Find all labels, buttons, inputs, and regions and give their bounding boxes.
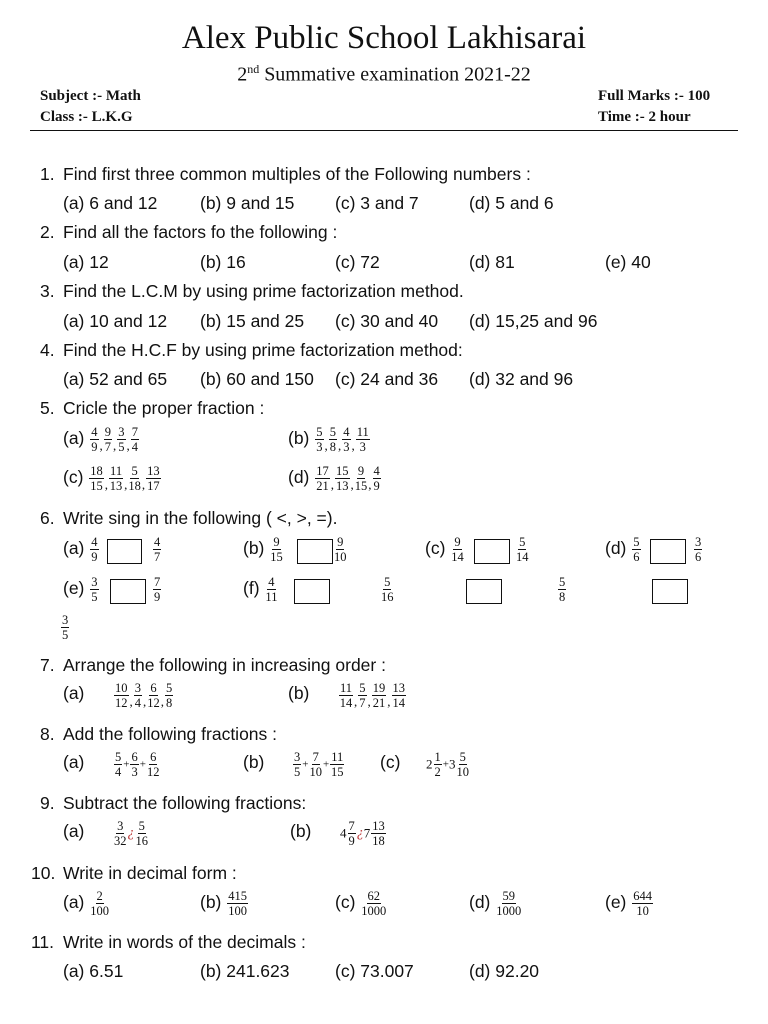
fraction: $\frac{11}{15}$ (330, 750, 344, 779)
question-4: 4. Find the H.C.F by using prime factorization method: (40, 340, 463, 360)
fraction: $\frac{5}{16}$ (381, 575, 394, 604)
question-7: 7. Arrange the following in increasing order : (40, 655, 386, 675)
option-decimal: (e) $\frac{644}{10}$ (605, 889, 653, 918)
question-5: 5. Cricle the proper fraction : (40, 398, 265, 418)
option-fractions: (b) (288, 683, 310, 703)
fraction: $\frac{15}{13}$ (336, 464, 349, 493)
fraction: $\frac{5}{6}$ (633, 535, 640, 564)
fraction: $\frac{13}{17}$ (147, 464, 160, 493)
subject-label: Subject :- Math (40, 88, 141, 104)
option-sum: (c) (380, 752, 401, 772)
full-marks-label: Full Marks :- 100 (598, 88, 711, 104)
fraction: $\frac{3}{5}$ (118, 425, 125, 454)
question-2: 2. Find all the factors fo the following : (40, 222, 338, 242)
time-label: Time :- 2 hour (598, 109, 691, 125)
option: (a) 6 and 12 (63, 193, 158, 213)
fraction: $\frac{3}{5}$ (91, 575, 98, 604)
answer-box[interactable] (466, 579, 502, 604)
option-sum: (a) (63, 752, 85, 772)
option-difference: (b) (290, 821, 312, 841)
fraction: $\frac{5}{10}$ (456, 750, 469, 779)
fraction: $\frac{7}{4}$ (131, 425, 139, 454)
fraction: $\frac{9}{15}$ (270, 535, 283, 564)
option: (d) 15,25 and 96 (469, 311, 598, 331)
option: (b) 9 and 15 (200, 193, 295, 213)
fraction: $\frac{5}{14}$ (516, 535, 529, 564)
question-9: 9. Subtract the following fractions: (40, 793, 307, 813)
header-divider (30, 130, 738, 131)
answer-box[interactable] (110, 579, 146, 604)
fraction: $\frac{5}{3}$ (316, 425, 323, 454)
option-compare: (a) $\frac{4}{9}$ (63, 535, 98, 564)
fraction: $\frac{415}{100}$ (228, 889, 248, 918)
option: (c) 3 and 7 (335, 193, 419, 213)
fraction: $\frac{4}{7}$ (154, 535, 161, 564)
fraction: $\frac{7}{9}$ (154, 575, 161, 604)
option: (d) 81 (469, 252, 515, 272)
option-compare: (c) $\frac{9}{14}$ (425, 535, 464, 564)
fraction-list: $\frac{10}{12}$ $_,$ $\frac{3}{4}$ $_,$ $\frac{6}{12}$ $_,$ $\frac{5}{8}$ (115, 681, 173, 710)
option: (b) 16 (200, 252, 246, 272)
fraction-difference: $\frac{3}{32}$ ¿ $\frac{5}{16}$ (114, 819, 148, 848)
fraction: $\frac{4}{9}$ (91, 535, 98, 564)
fraction: $\frac{5}{8}$ (166, 681, 173, 710)
fraction: $\frac{6}{3}$ (131, 750, 138, 779)
option: (a) 12 (63, 252, 109, 272)
option: (d) 92.20 (469, 961, 540, 981)
fraction-sum: $\frac{5}{4}$ + $\frac{6}{3}$ + $\frac{6}{12}$ (115, 750, 160, 779)
question-3: 3. Find the L.C.M by using prime factorization method. (40, 281, 464, 301)
option: (c) 30 and 40 (335, 311, 439, 331)
answer-box[interactable] (652, 579, 688, 604)
mixed-sum: 2 $\frac{1}{2}$ +3 $\frac{5}{10}$ (426, 750, 469, 779)
fraction: $\frac{9}{7}$ (104, 425, 112, 454)
fraction: $\frac{59}{1000}$ (496, 889, 522, 918)
fraction: $\frac{5}{18}$ (128, 464, 141, 493)
fraction: $\frac{11}{14}$ (339, 681, 353, 710)
fraction: $\frac{3}{6}$ (695, 535, 702, 564)
option-sum: (b) (243, 752, 265, 772)
option-decimal: (c) $\frac{62}{1000}$ (335, 889, 387, 918)
question-8: 8. Add the following fractions : (40, 724, 278, 744)
fraction: $\frac{3}{32}$ (114, 819, 127, 848)
fraction: $\frac{13}{18}$ (372, 819, 385, 848)
fraction: $\frac{10}{12}$ (115, 681, 128, 710)
fraction: $\frac{9}{15}$ (354, 464, 368, 493)
school-name: Alex Public School Lakhisarai (181, 20, 587, 56)
option: (c) 73.007 (335, 961, 414, 981)
option: (a) 52 and 65 (63, 369, 168, 389)
fraction: $\frac{5}{7}$ (359, 681, 366, 710)
class-label: Class :- L.K.G (40, 109, 133, 125)
fraction: $\frac{5}{8}$ (329, 425, 337, 454)
fraction: $\frac{1}{2}$ (434, 750, 441, 779)
exam-title: 2nd Summative examination 2021-22 (237, 62, 531, 86)
option-decimal: (b) $\frac{415}{100}$ (200, 889, 248, 918)
option-compare: (d) $\frac{5}{6}$ (605, 535, 640, 564)
question-1: 1. Find first three common multiples of the Following numbers : (40, 164, 531, 184)
option-difference: (a) (63, 821, 85, 841)
option-fractions: (b) $\frac{5}{3}$ $_,$ $\frac{5}{8}$ $_,$ $\frac{4}{3}$ $_,$ $\frac{11}{3}$ (288, 425, 369, 454)
answer-box[interactable] (650, 539, 686, 564)
fraction: $\frac{17}{21}$ (316, 464, 329, 493)
fraction: $\frac{9}{14}$ (451, 535, 464, 564)
option-fractions: (a) $\frac{4}{9}$ $_,$ $\frac{9}{7}$ $_,$ $\frac{3}{5}$ $_,$ $\frac{7}{4}$ (63, 425, 139, 454)
option: (c) 24 and 36 (335, 369, 439, 389)
answer-box[interactable] (474, 539, 510, 564)
fraction: $\frac{7}{9}$ (348, 819, 355, 848)
fraction: $\frac{19}{21}$ (372, 681, 386, 710)
question-11: 11. Write in words of the decimals : (31, 932, 306, 952)
fraction: $\frac{5}{4}$ (115, 750, 122, 779)
mixed-difference: 4 $\frac{7}{9}$ ¿7 $\frac{13}{18}$ (340, 819, 385, 848)
fraction: $\frac{11}{13}$ (109, 464, 123, 493)
option-compare: (e) $\frac{3}{5}$ (63, 575, 98, 604)
fraction: $\frac{4}{9}$ (91, 425, 98, 454)
fraction: $\frac{6}{12}$ (146, 750, 160, 779)
answer-box[interactable] (297, 539, 333, 564)
option-compare: (f) $\frac{4}{11}$ (243, 575, 278, 604)
option-fractions: (c) $\frac{18}{15}$ $_,$ $\frac{11}{13}$ $_,$ $\frac{5}{18}$ $_,$ $\frac{13}{17}$ (63, 464, 160, 493)
option: (b) 241.623 (200, 961, 290, 981)
fraction: $\frac{644}{10}$ (633, 889, 653, 918)
option-decimal: (a) $\frac{2}{100}$ (63, 889, 110, 918)
fraction-list: $\frac{11}{14}$ $_,$ $\frac{5}{7}$ $_,$ $\frac{19}{21}$ $_,$ $\frac{13}{14}$ (339, 681, 406, 710)
fraction: $\frac{3}{4}$ (134, 681, 141, 710)
fraction: $\frac{3}{5}$ (294, 750, 301, 779)
fraction: $\frac{18}{15}$ (90, 464, 103, 493)
fraction: $\frac{62}{1000}$ (361, 889, 387, 918)
option-fractions: (d) $\frac{17}{21}$ $_,$ $\frac{15}{13}$ $_,$ $\frac{9}{15}$ $_,$ $\frac{4}{9}$ (288, 464, 380, 493)
option: (b) 60 and 150 (200, 369, 314, 389)
fraction: $\frac{6}{12}$ (147, 681, 160, 710)
option: (d) 32 and 96 (469, 369, 574, 389)
question-6: 6. Write sing in the following ( <, >, =). (40, 508, 338, 528)
answer-box[interactable] (107, 539, 142, 564)
fraction: $\frac{13}{14}$ (392, 681, 406, 710)
fraction: $\frac{9}{10}$ (334, 535, 347, 564)
fraction: $\frac{2}{100}$ (90, 889, 110, 918)
fraction: $\frac{4}{11}$ (265, 575, 278, 604)
option-decimal: (d) $\frac{59}{1000}$ (469, 889, 522, 918)
fraction-sum: $\frac{3}{5}$ + $\frac{7}{10}$ + $\frac{11}{15}$ (294, 750, 344, 779)
option: (a) 6.51 (63, 961, 124, 981)
answer-box[interactable] (294, 579, 330, 604)
fraction: $\frac{11}{3}$ (356, 425, 369, 454)
fraction: $\frac{3}{5}$ (62, 613, 69, 642)
fraction: $\frac{4}{3}$ (343, 425, 350, 454)
option: (d) 5 and 6 (469, 193, 554, 213)
option: (b) 15 and 25 (200, 311, 305, 331)
fraction: $\frac{5}{16}$ (135, 819, 148, 848)
option: (c) 72 (335, 252, 380, 272)
fraction: $\frac{5}{8}$ (559, 575, 566, 604)
fraction: $\frac{4}{9}$ (373, 464, 380, 493)
option: (a) 10 and 12 (63, 311, 168, 331)
option: (e) 40 (605, 252, 651, 272)
option-fractions: (a) (63, 683, 85, 703)
fraction: $\frac{7}{10}$ (309, 750, 322, 779)
question-10: 10. Write in decimal form : (31, 863, 237, 883)
option-compare: (b) $\frac{9}{15}$ (243, 535, 283, 564)
